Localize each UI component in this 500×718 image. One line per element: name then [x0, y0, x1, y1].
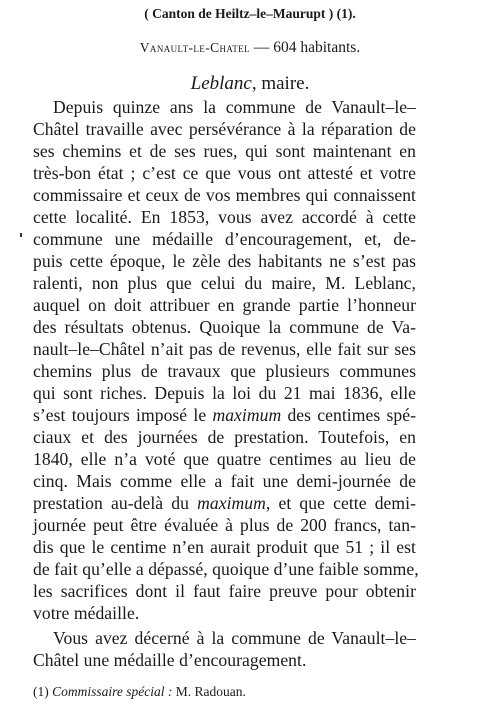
- body-line-17: 1840, elle n’a voté que quatre centimes au lieu de: [33, 449, 416, 469]
- body-line-16: ciaux et des journées de prestation. Toutefois, en: [33, 427, 416, 447]
- body-line-22: de fait qu’elle a dépassé, quoique d’une faible somme,: [33, 559, 419, 579]
- body-line-13: chemins plus de travaux que plusieurs communes: [33, 361, 416, 381]
- body-line-18: cinq. Mais comme elle a fait une demi-journée de: [33, 471, 416, 491]
- maximum-term: maximum: [212, 405, 282, 425]
- body-line-12: nault–le–Châtel n’ait pas de revenus, elle fait sur ses: [33, 339, 416, 359]
- body-line-26: Châtel une médaille d’encouragement.: [33, 650, 307, 670]
- body-line-19-c: , et que cette demi-: [265, 493, 416, 513]
- body-line-15: [33, 404, 416, 426]
- body-line-1: Depuis quinze ans la commune de Vanault–le–: [53, 97, 416, 117]
- body-line-14: qui sont riches. Depuis la loi du 21 mai 1836, elle: [33, 383, 416, 403]
- margin-mark: [20, 233, 22, 237]
- footnote-name: M. Radouan.: [172, 684, 246, 699]
- body-line-9: ralenti, non plus que celui du maire, M. Leblanc,: [33, 273, 416, 293]
- body-line-20: journée peut être évaluée à plus de 200 francs, tan-: [33, 515, 416, 535]
- body-line-15-c: des centimes spé-: [281, 405, 416, 425]
- commune-population: — 604 habitants.: [253, 39, 361, 56]
- body-line-5: commissaire et ceux de vos membres qui connaissent: [33, 185, 416, 205]
- body-line-4: très-bon état ; c’est ce que vous ont attesté et votre: [33, 163, 416, 183]
- body-line-15-a: s’est toujours imposé le: [33, 405, 213, 425]
- body-line-25: Vous avez décerné à la commune de Vanault–le–: [53, 628, 416, 648]
- body-line-19: [33, 492, 416, 514]
- mayor-name: Leblanc: [190, 73, 252, 94]
- maximum-term: maximum: [197, 493, 266, 513]
- body-line-10: auquel on doit attribuer en grande partie l’honneur: [33, 295, 416, 315]
- footnote: [33, 684, 246, 700]
- mayor-line: [0, 73, 500, 95]
- body-line-11: des résultats obtenus. Quoique la commune de Va-: [33, 317, 416, 337]
- body-line-2: Châtel travaille avec persévérance à la réparation de: [33, 119, 416, 139]
- body-line-21: dis que le centime n’en aurait produit que 51 ; il est: [33, 537, 416, 557]
- body-line-24: votre médaille.: [33, 603, 140, 623]
- body-line-19-a: prestation au-delà du: [33, 493, 198, 513]
- body-line-8: puis cette époque, le zèle des habitants ne s’est pas: [33, 251, 416, 271]
- body-line-7: commune une médaille d’encouragement, et, de-: [33, 229, 416, 249]
- commune-heading: [0, 39, 500, 57]
- body-line-23: les sacrifices dont il faut faire preuve pour obtenir: [33, 581, 416, 601]
- mayor-title: , maire.: [251, 73, 310, 94]
- commune-name: Vanault-le-Chatel: [139, 40, 250, 55]
- footnote-label: Commissaire spécial :: [52, 684, 173, 699]
- canton-header: ( Canton de Heiltz–le–Maurupt ) (1).: [144, 6, 356, 21]
- body-line-3: ses chemins et de ses rues, qui sont maintenant en: [33, 141, 416, 161]
- body-line-6: cette localité. En 1853, vous avez accordé à cette: [33, 207, 416, 227]
- footnote-mark: (1): [33, 684, 53, 699]
